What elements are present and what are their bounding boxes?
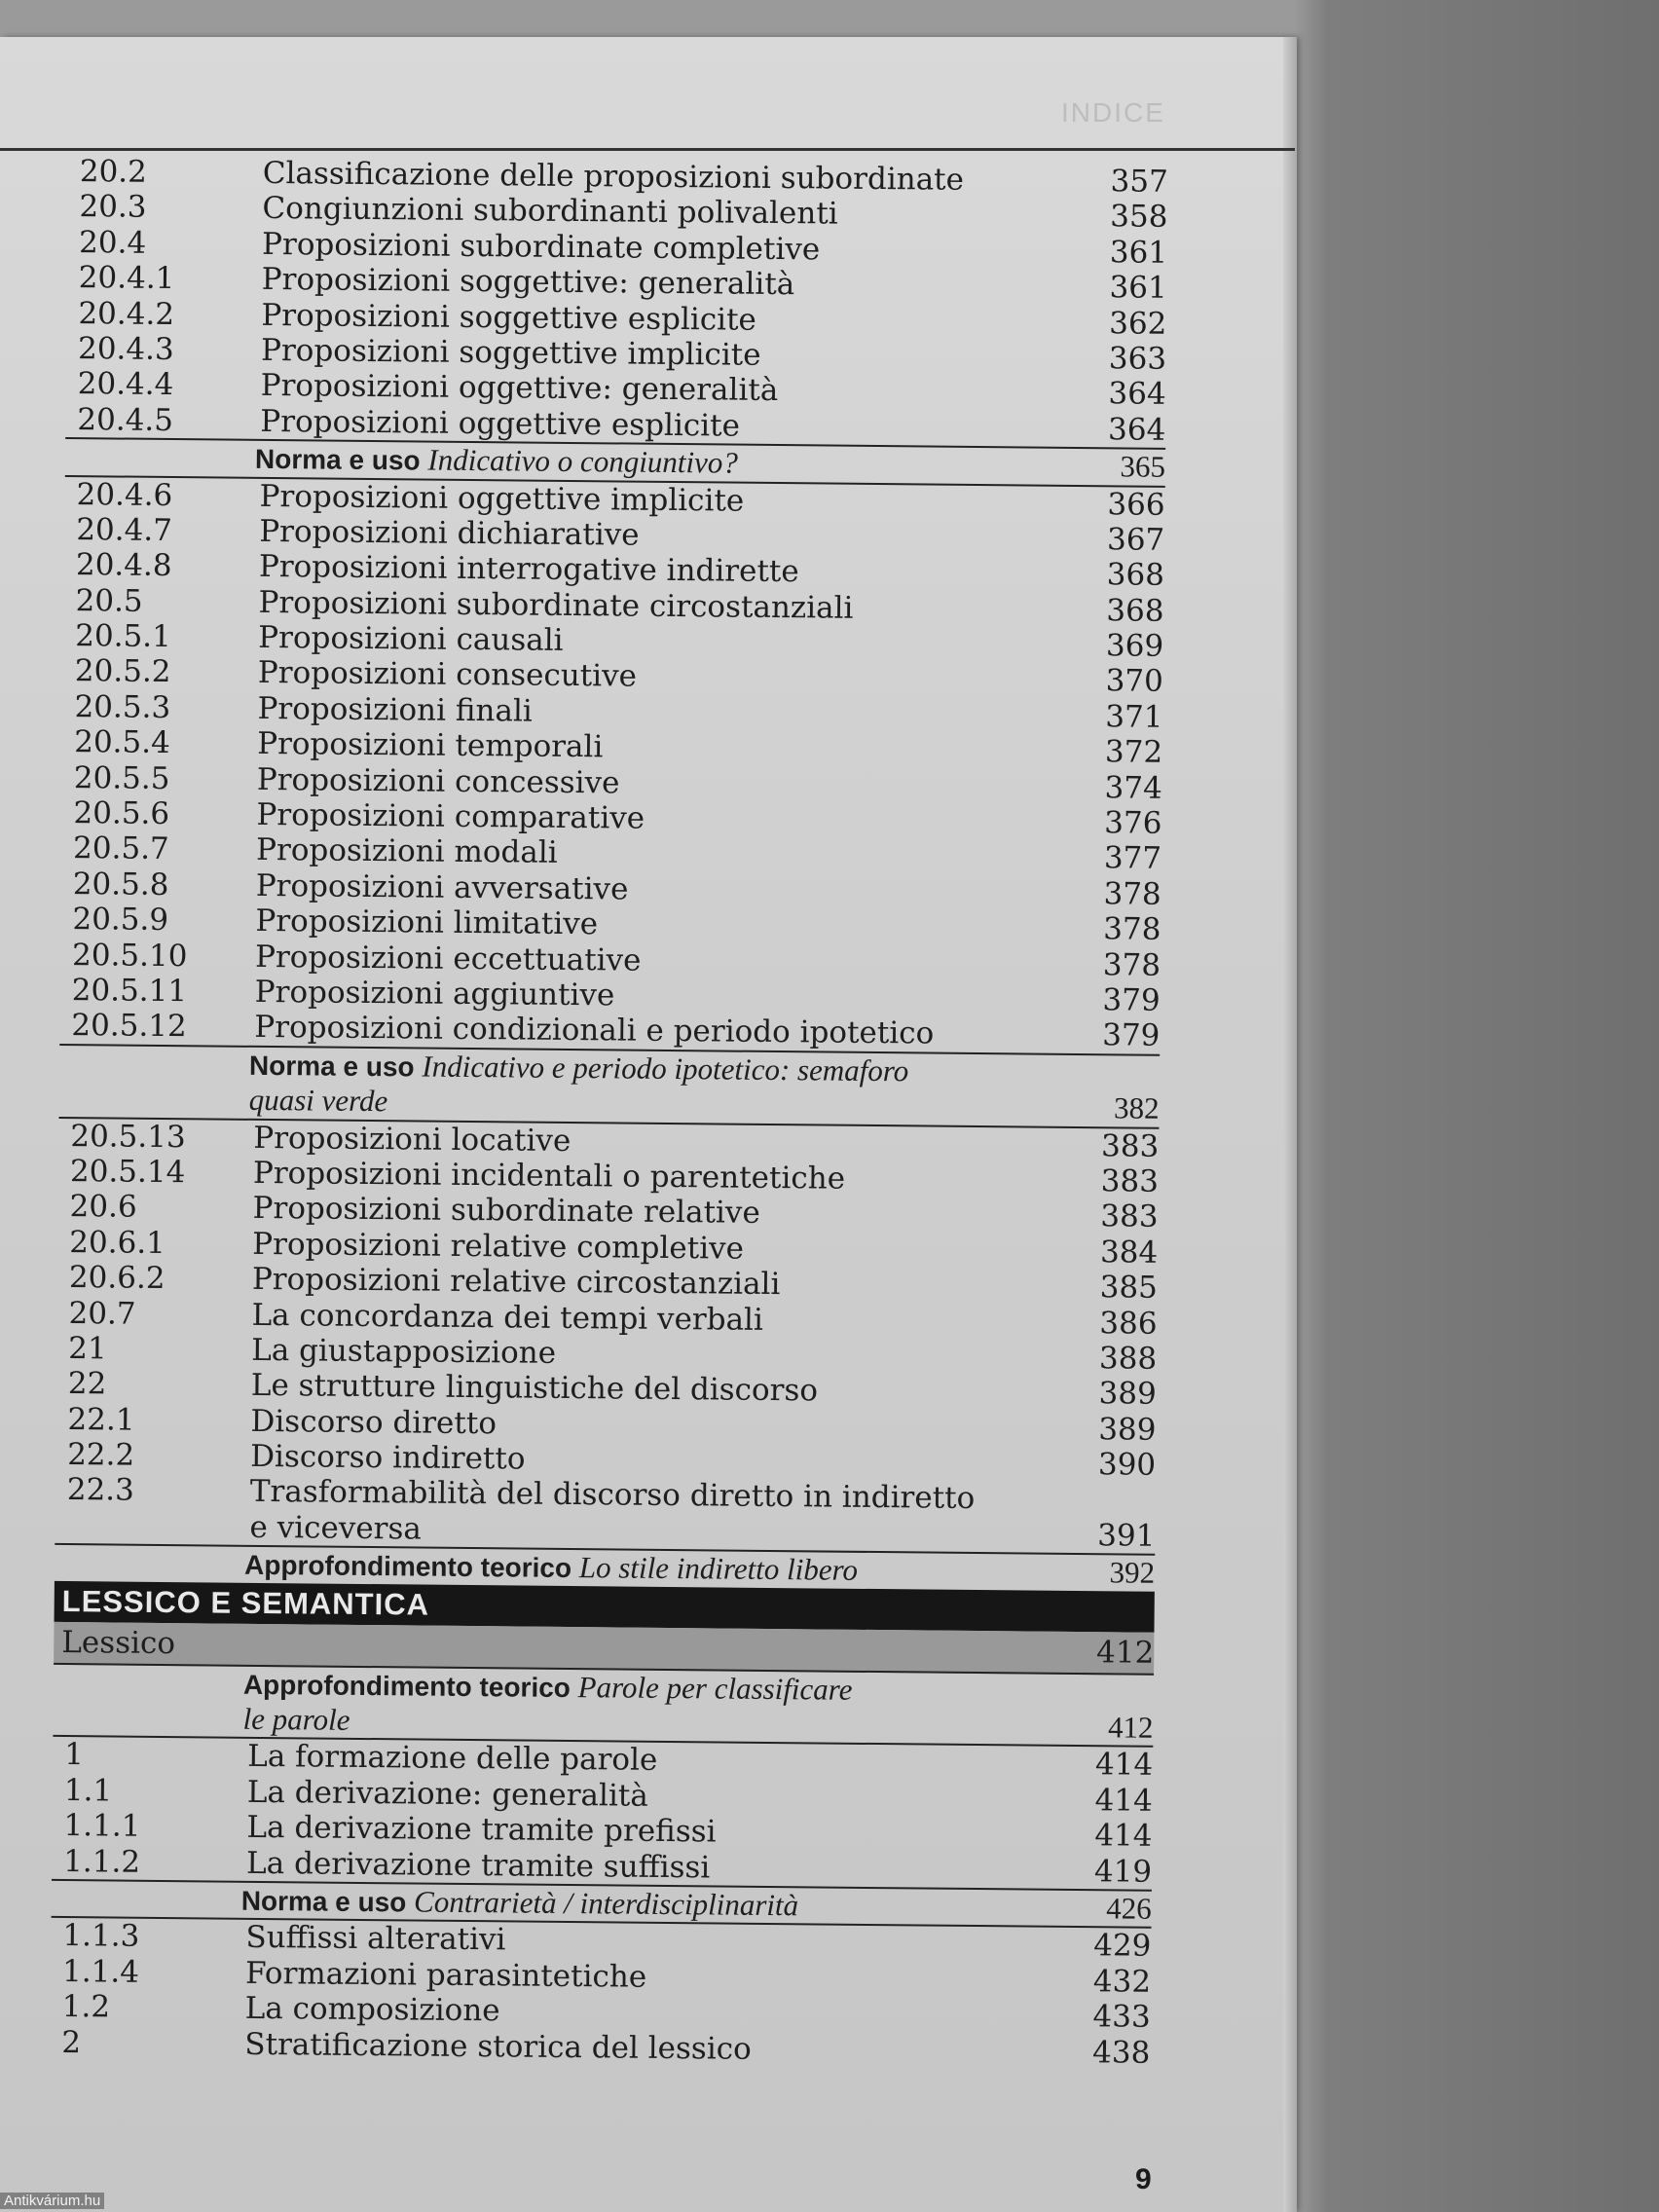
entry-number: 20.5.9	[72, 902, 169, 939]
entry-number: 20.5.5	[73, 759, 170, 796]
entry-number: 1.1.1	[63, 1808, 141, 1844]
entry-title: Proposizioni finali	[257, 690, 533, 729]
entry-number: 22	[67, 1366, 107, 1402]
entry-number: 20.5.1	[75, 618, 172, 655]
entry-number: 1	[64, 1737, 85, 1773]
entry-title: Trasformabilità del discorso diretto in indiretto	[249, 1474, 976, 1517]
box-page: 412	[1107, 1710, 1154, 1745]
entry-number: 20.5.4	[74, 724, 170, 761]
entry-number: 20.5.14	[69, 1154, 186, 1191]
entry-page: 414	[1094, 1747, 1154, 1784]
entry-page: 361	[1109, 270, 1167, 307]
entry-title: Stratificazione storica del lessico	[244, 2026, 752, 2067]
entry-title: Proposizioni eccettuative	[254, 939, 642, 978]
entry-page: 390	[1097, 1447, 1157, 1483]
entry-number: 20.4.6	[76, 476, 173, 513]
entry-page: 383	[1100, 1127, 1160, 1164]
entry-number: 1.1	[63, 1772, 113, 1809]
box-text: Lo stile indiretto libero	[578, 1550, 859, 1588]
box-page: 392	[1109, 1555, 1156, 1591]
entry-number: 20.4.8	[75, 547, 172, 584]
entry-page: 438	[1091, 2034, 1151, 2071]
entry-number: 20.4.4	[77, 366, 174, 403]
entry-page: 383	[1100, 1163, 1160, 1199]
entry-number: 20.5.10	[71, 937, 188, 974]
subsection-page: 412	[1095, 1634, 1155, 1671]
box-text: Indicativo e periodo ipotetico: semaforo	[422, 1049, 909, 1088]
entry-title-continued: e viceversa	[249, 1509, 423, 1547]
entry-number: 22.1	[67, 1401, 135, 1438]
box-label: Approfondimento teorico	[243, 1550, 572, 1584]
entry-number: 1.1.3	[62, 1918, 140, 1955]
entry-title: Discorso indiretto	[249, 1438, 526, 1477]
entry-title: Proposizioni relative circostanziali	[251, 1261, 781, 1303]
entry-title: Proposizioni oggettive: generalità	[260, 368, 779, 409]
page-number: 9	[1135, 2163, 1152, 2195]
entry-title: Proposizioni locative	[253, 1120, 571, 1159]
entry-page: 363	[1108, 341, 1167, 377]
box-page: 365	[1120, 449, 1166, 484]
entry-page: 361	[1109, 235, 1168, 271]
entry-number: 20.5.13	[70, 1118, 186, 1155]
entry-title: La concordanza dei tempi verbali	[251, 1297, 764, 1338]
entry-page: 386	[1099, 1305, 1158, 1342]
entry-title: Proposizioni soggettive implicite	[260, 332, 761, 373]
entry-title: Proposizioni subordinate relative	[252, 1191, 760, 1232]
entry-number: 20.4.3	[77, 331, 174, 368]
box-label: Norma e uso	[240, 1885, 407, 1918]
toc-group-a	[65, 154, 1168, 448]
entry-page: 371	[1105, 699, 1163, 735]
entry-page: 389	[1098, 1376, 1157, 1413]
box-page: 382	[1113, 1090, 1160, 1125]
entry-number: 2	[61, 2024, 82, 2060]
table-of-contents	[50, 154, 1168, 2071]
entry-number: 20.6	[69, 1189, 137, 1226]
entry-title: Proposizioni dichiarative	[259, 513, 640, 553]
entry-number: 20.4.7	[76, 512, 173, 548]
entry-page: 419	[1093, 1853, 1153, 1890]
entry-title: Proposizioni oggettive esplicite	[260, 403, 741, 444]
entry-page: 374	[1104, 769, 1162, 806]
box-label: Approfondimento teorico	[242, 1669, 571, 1703]
page-edge	[1283, 37, 1297, 2212]
entry-title: La derivazione tramite suffissi	[245, 1845, 711, 1885]
header-rule	[0, 148, 1295, 151]
entry-number: 20.5	[75, 582, 143, 619]
entry-page: 429	[1093, 1928, 1152, 1965]
entry-title: Proposizioni soggettive: generalità	[261, 262, 795, 303]
entry-number: 1.1.4	[61, 1953, 140, 1990]
entry-page: 384	[1099, 1234, 1159, 1271]
entry-number: 1.2	[61, 1989, 111, 2025]
entry-page: 383	[1100, 1198, 1159, 1235]
entry-title: Congiunzioni subordinanti polivalenti	[262, 191, 838, 232]
entry-number: 20.4.5	[77, 401, 174, 438]
entry-page: 379	[1102, 982, 1161, 1018]
entry-page: 378	[1103, 876, 1161, 912]
entry-title: Proposizioni temporali	[257, 726, 604, 765]
entry-title: Proposizioni subordinate circostanziali	[258, 584, 854, 626]
entry-title: Classificazione delle proposizioni subordinate	[262, 155, 965, 198]
entry-number: 21	[68, 1330, 107, 1367]
entry-title: Proposizioni interrogative indirette	[258, 549, 799, 590]
entry-title: Proposizioni avversative	[255, 867, 629, 907]
entry-number: 22.2	[67, 1437, 135, 1473]
entry-number: 20.5.12	[71, 1008, 187, 1045]
entry-page: 379	[1102, 1017, 1161, 1054]
entry-title: Proposizioni concessive	[256, 761, 620, 801]
entry-title: Proposizioni relative completive	[252, 1226, 745, 1267]
entry-page: 366	[1107, 486, 1165, 523]
entry-number: 20.5.6	[73, 795, 170, 832]
box-page: 426	[1106, 1891, 1152, 1926]
entry-page: 389	[1098, 1411, 1157, 1448]
entry-title: Proposizioni condizionali e periodo ipotetico	[254, 1010, 935, 1051]
box-label: Norma e uso	[254, 443, 421, 476]
entry-page: 414	[1094, 1782, 1153, 1819]
entry-number: 20.7	[68, 1295, 136, 1332]
entry-number: 20.5.3	[74, 688, 171, 725]
entry-title: Proposizioni incidentali o parentetiche	[252, 1155, 846, 1197]
entry-page: 391	[1097, 1518, 1156, 1554]
entry-page: 372	[1104, 734, 1163, 771]
entry-page: 378	[1103, 911, 1161, 948]
entry-page: 357	[1110, 164, 1168, 200]
box-label: Norma e uso	[248, 1050, 415, 1083]
subsection-title: Lessico	[61, 1624, 176, 1661]
entry-title: Discorso diretto	[250, 1403, 498, 1441]
entry-number: 20.6.1	[69, 1224, 166, 1261]
entry-page: 358	[1110, 199, 1168, 236]
entry-title: Formazioni parasintetiche	[244, 1955, 647, 1995]
entry-title: Proposizioni consecutive	[257, 655, 638, 695]
entry-title: Le strutture linguistiche del discorso	[250, 1368, 819, 1409]
toc-group-c	[55, 1119, 1159, 1484]
entry-number: 20.6.2	[68, 1260, 166, 1297]
entry-title: Suffissi alterativi	[245, 1920, 506, 1958]
entry-title: La formazione delle parole	[247, 1739, 658, 1779]
entry-page: 378	[1102, 946, 1161, 983]
entry-number: 20.4	[78, 224, 147, 261]
box-text-continued: le parole	[242, 1701, 350, 1737]
entry-title: La derivazione tramite prefissi	[246, 1810, 717, 1850]
entry-title: La composizione	[244, 1990, 500, 2029]
entry-title: Proposizioni subordinate completive	[261, 226, 821, 268]
box-text-continued: quasi verde	[248, 1082, 388, 1119]
entry-title: La derivazione: generalità	[246, 1774, 648, 1814]
entry-number: 20.5.2	[74, 653, 171, 690]
section-header: LESSICO E SEMANTICA	[55, 1581, 1155, 1633]
entry-page: 370	[1105, 663, 1164, 700]
box-text: Indicativo o congiuntivo?	[427, 442, 739, 480]
entry-number: 20.3	[79, 189, 147, 226]
entry-page: 364	[1107, 412, 1166, 448]
entry-title: Proposizioni soggettive esplicite	[261, 297, 757, 338]
entry-number: 1.1.2	[62, 1843, 141, 1880]
entry-page: 362	[1109, 305, 1167, 342]
box-text: Contrarietà / interdisciplinarità	[413, 1884, 799, 1923]
entry-page: 364	[1108, 376, 1166, 413]
entry-page: 368	[1106, 557, 1165, 594]
entry-page: 377	[1103, 840, 1162, 877]
entry-page: 376	[1104, 805, 1162, 841]
entry-page: 433	[1092, 1999, 1151, 2035]
entry-title: Proposizioni limitative	[255, 903, 599, 942]
entry-number: 20.5.8	[72, 866, 169, 903]
entry-number: 20.4.2	[78, 295, 175, 332]
entry-title: La giustapposizione	[251, 1332, 557, 1371]
entry-page: 388	[1098, 1341, 1158, 1377]
entry-title: Proposizioni causali	[258, 619, 564, 658]
toc-group-d	[52, 1737, 1153, 1889]
entry-number: 20.2	[79, 154, 148, 190]
running-head: INDICE	[1061, 97, 1165, 128]
entry-title: Proposizioni aggiuntive	[254, 974, 615, 1014]
toc-group-e	[50, 1918, 1151, 2070]
entry-page: 368	[1106, 592, 1164, 629]
entry-page: 385	[1099, 1270, 1159, 1306]
entry-page: 432	[1092, 1963, 1152, 2000]
entry-number: 20.4.1	[78, 260, 175, 297]
entry-number: 20.5.11	[71, 973, 188, 1010]
watermark: Antikvárium.hu	[0, 2193, 104, 2209]
entry-page: 369	[1105, 628, 1164, 664]
entry-number: 22.3	[66, 1472, 135, 1509]
entry-page: 367	[1106, 522, 1165, 558]
entry-title: Proposizioni oggettive implicite	[259, 478, 745, 519]
entry-page: 414	[1094, 1818, 1153, 1854]
toc-group-b	[59, 477, 1165, 1054]
entry-title: Proposizioni modali	[255, 832, 558, 871]
entry-title: Proposizioni comparative	[256, 796, 645, 836]
box-text: Parole per classificare	[577, 1669, 853, 1707]
entry-number: 20.5.7	[72, 830, 169, 867]
